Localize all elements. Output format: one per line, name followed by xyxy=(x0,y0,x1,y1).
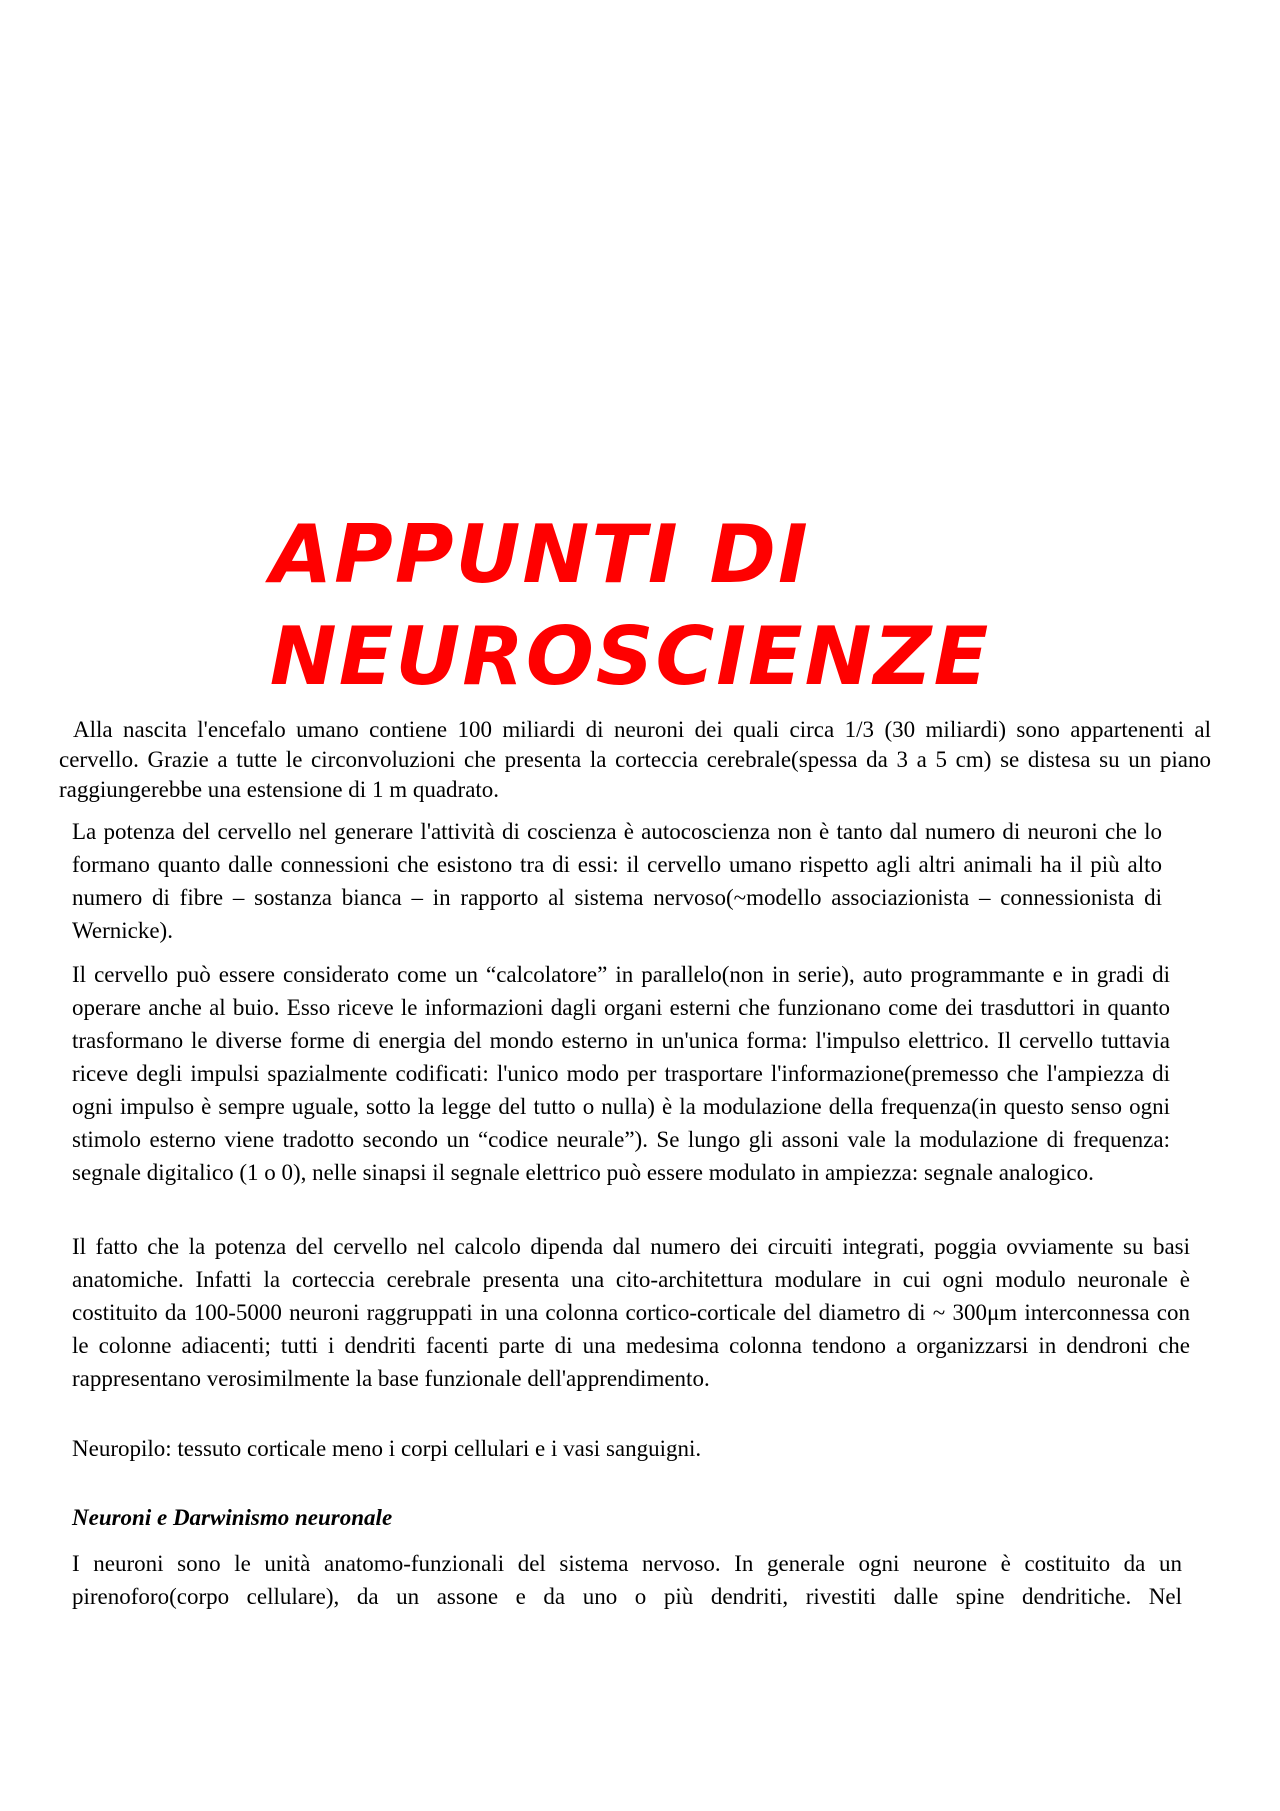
page-title-line-2: NEUROSCIENZE xyxy=(269,610,991,703)
paragraph-encefalo: Alla nascita l'encefalo umano contiene 100 miliardi di neuroni dei quali circa 1/3 (30 miliardi) sono appartenenti al cervello. Grazie a tutte le circonvoluzioni che presenta la corteccia cerebrale(spessa da 3 a 5 cm) se distesa su un piano raggiungerebbe una estensione di 1 m quadrato. xyxy=(59,717,1211,802)
paragraph-potenza-cervello: La potenza del cervello nel generare l'attività di coscienza è autocoscienza non è tanto dal numero di neuroni che lo formano quanto dalle connessioni che esistono tra di essi: il cervello umano rispetto agli altri animali ha il più alto numero di fibre – sostanza bianca – in rapporto al sistema nervoso(~modello associazionista – connessionista di Wernicke). xyxy=(72,819,1162,943)
section-heading: Neuroni e Darwinismo neuronale xyxy=(72,1505,393,1530)
page-title-line-1: APPUNTI DI xyxy=(270,508,810,601)
paragraph-neuroni: I neuroni sono le unità anatomo-funzionali del sistema nervoso. In generale ogni neurone è costituito da un pirenoforo(corpo cellulare), da un assone e da uno o più dendriti, rivestiti dalle spine dendritiche. Nel xyxy=(72,1551,1182,1609)
paragraph-calcolatore: Il cervello può essere considerato come un “calcolatore” in parallelo(non in serie), auto programmante e in gradi di operare anche al buio. Esso riceve le informazioni dagli organi esterni che funzionano come dei trasduttori in quanto trasformano le diverse forme di energia del mondo esterno in un'unica forma: l'impulso elettrico. Il cervello tuttavia riceve degli impulsi spazialmente codificati: l'unico modo per trasportare l'informazione(premesso che l'ampiezza di ogni impulso è sempre uguale, sotto la legge del tutto o nulla) è la modulazione della frequenza(in questo senso ogni stimolo esterno viene tradotto secondo un “codice neurale”). Se lungo gli assoni vale la modulazione di frequenza: segnale digitalico (1 o 0), nelle sinapsi il segnale elettrico può essere modulato in ampiezza: segnale analogico. xyxy=(72,962,1170,1185)
paragraph-circuiti-integrati: Il fatto che la potenza del cervello nel calcolo dipenda dal numero dei circuiti integrati, poggia ovviamente su basi anatomiche. Infatti la corteccia cerebrale presenta una cito-architettura modulare in cui ogni modulo neuronale è costituito da 100-5000 neuroni raggruppati in una colonna cortico-corticale del diametro di ~ 300μm interconnessa con le colonne adiacenti; tutti i dendriti facenti parte di una medesima colonna tendono a organizzarsi in dendroni che rappresentano verosimilmente la base funzionale dell'apprendimento. xyxy=(72,1234,1190,1391)
paragraph-neuropilo: Neuropilo: tessuto corticale meno i corpi cellulari e i vasi sanguigni. xyxy=(72,1436,702,1461)
